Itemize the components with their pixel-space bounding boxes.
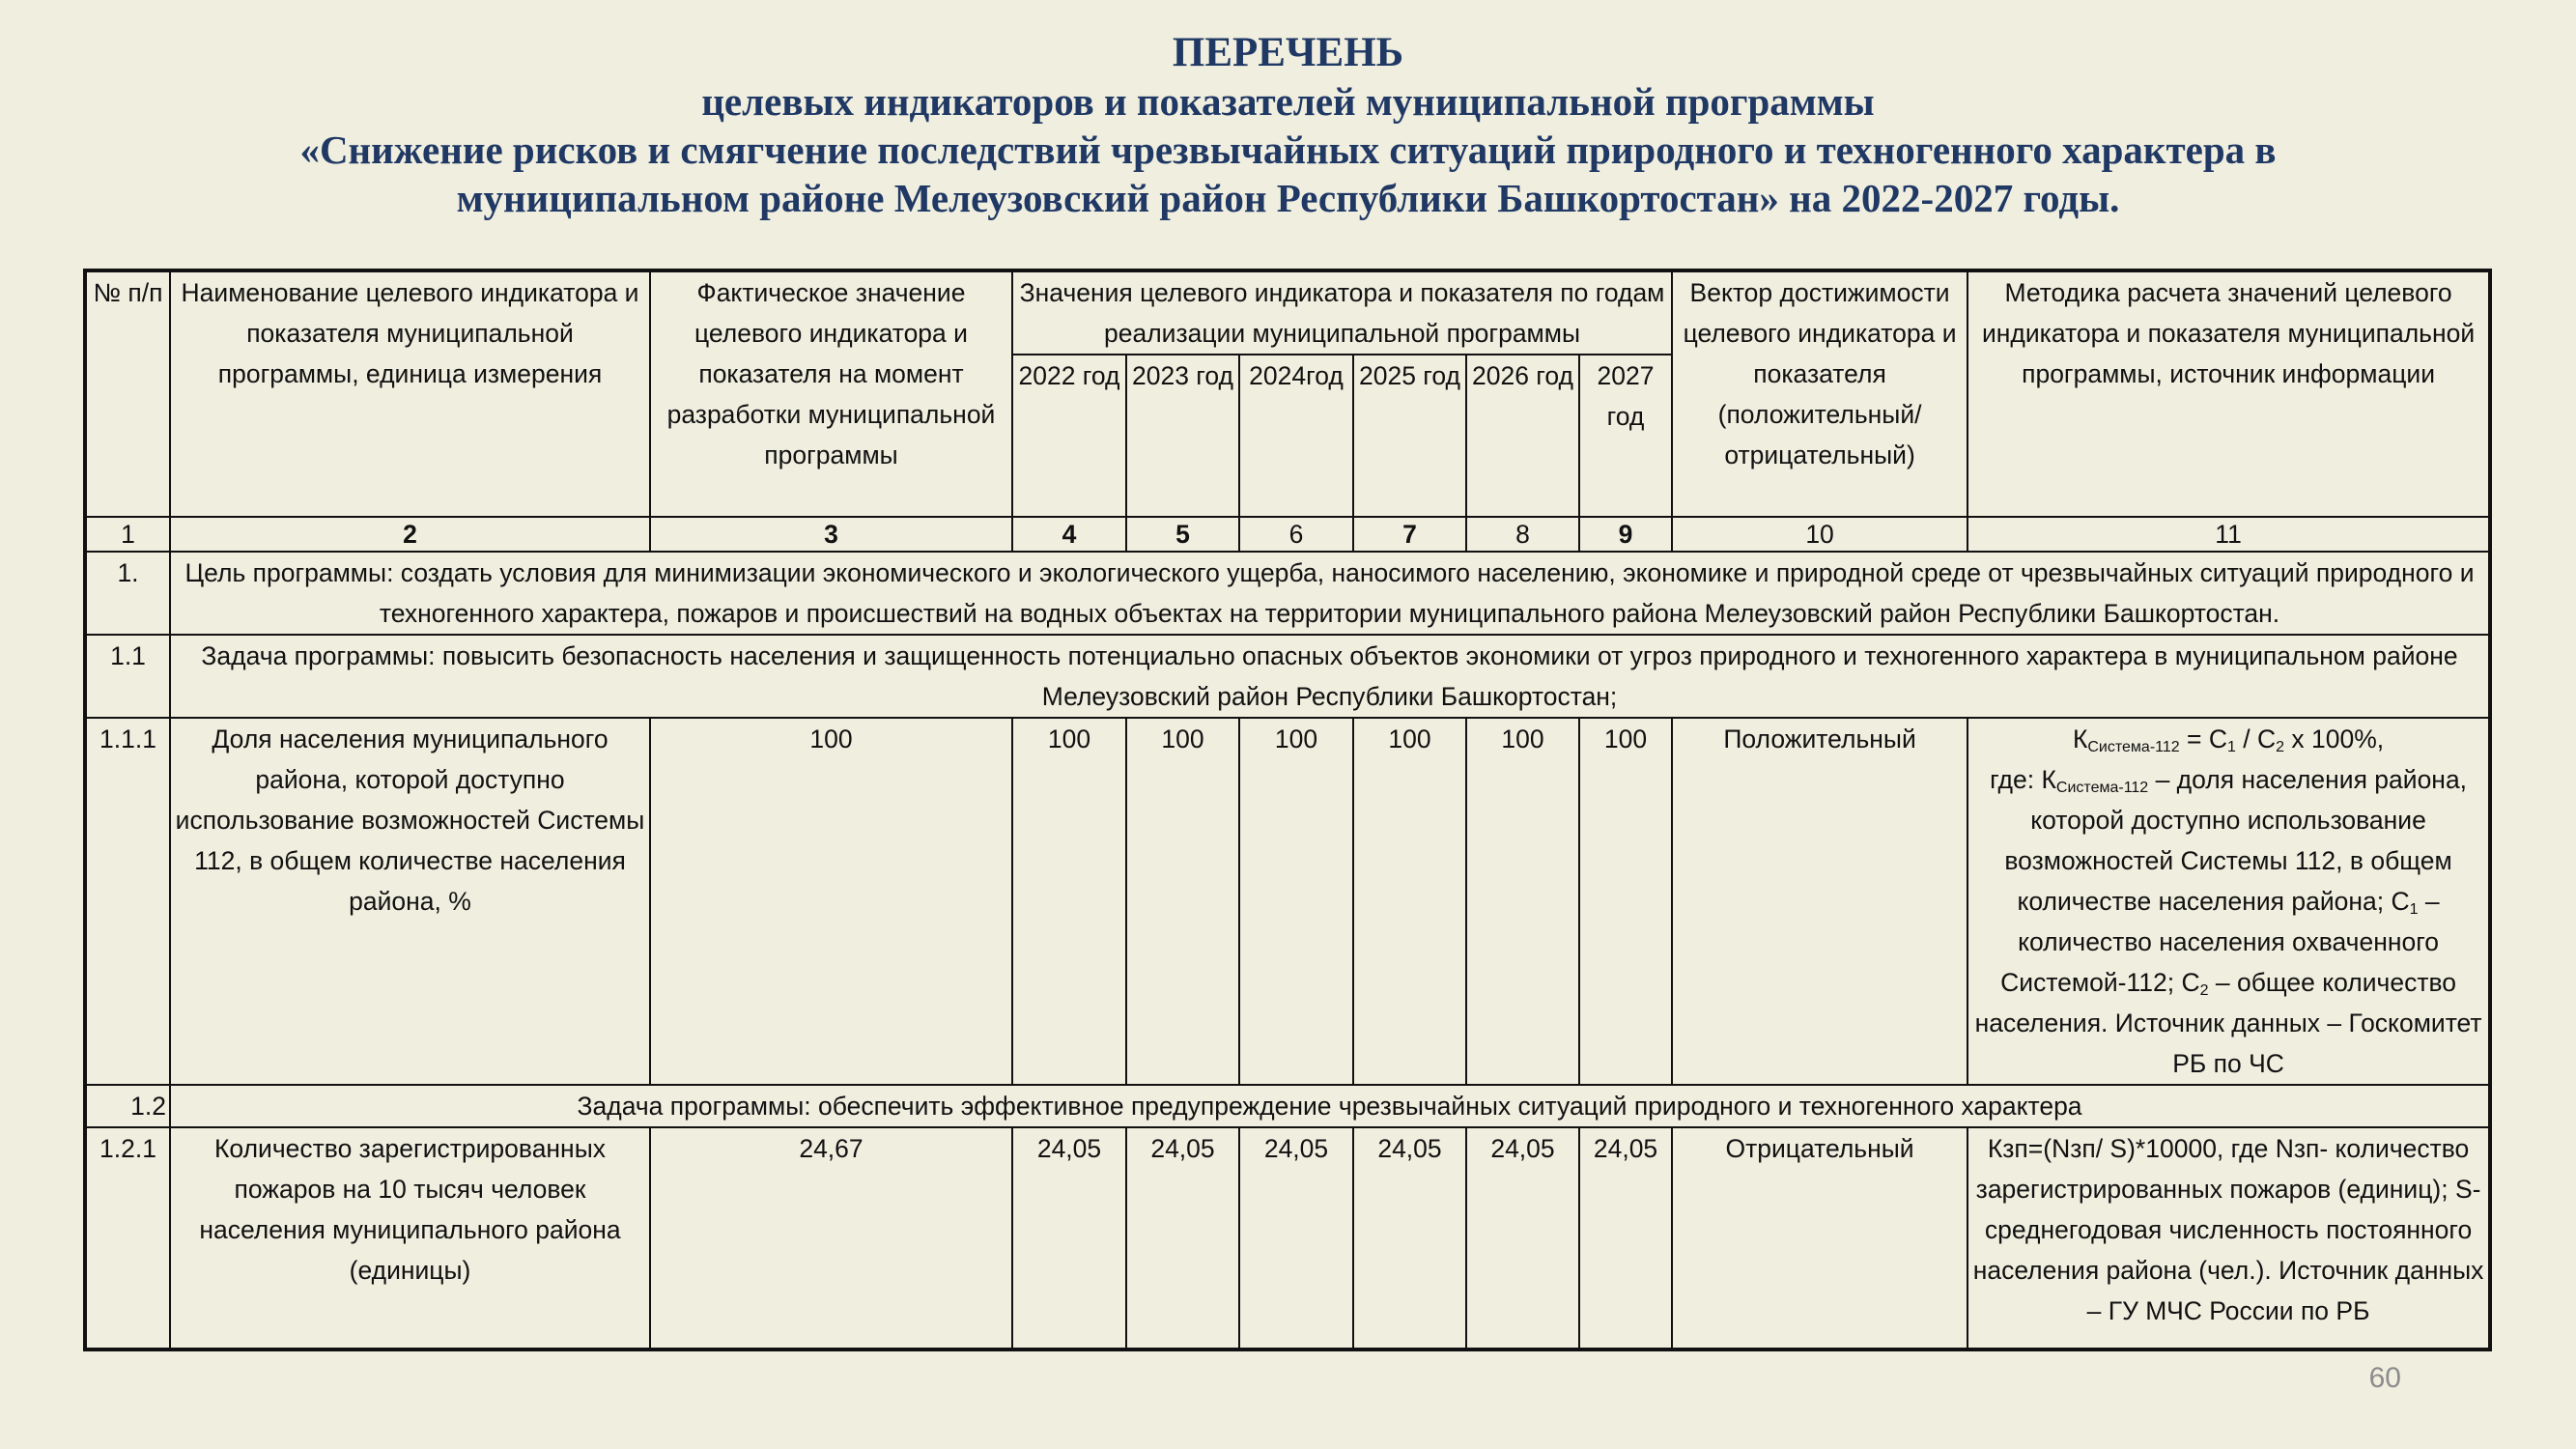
indicator-name: Доля населения муниципального района, которой доступно использование возможностей Системы 112, в общем количестве населения района, % xyxy=(170,718,650,1085)
row-num: 1.2.1 xyxy=(85,1127,170,1350)
year-value: 100 xyxy=(1126,718,1239,1085)
year-value: 24,05 xyxy=(1239,1127,1353,1350)
column-number: 2 xyxy=(170,517,650,552)
actual-value: 100 xyxy=(650,718,1012,1085)
year-value: 24,05 xyxy=(1126,1127,1239,1350)
column-number: 1 xyxy=(85,517,170,552)
column-number: 10 xyxy=(1672,517,1967,552)
goal-text: Цель программы: создать условия для минимизации экономического и экологического ущерба, наносимого населению, экономике и природной среде от чрезвычайных ситуаций природного и техногенного характера, пожаров и происшествий на водных объектах на территории муниципального района Мелеузовский район Республики Башкортостан. xyxy=(170,552,2490,635)
task-num: 1.2 xyxy=(85,1085,170,1127)
year-value: 100 xyxy=(1353,718,1466,1085)
column-number: 11 xyxy=(1967,517,2490,552)
column-number: 6 xyxy=(1239,517,1353,552)
method-text: $К_{Система-112} = С_1 / С_2$ х 100%, где: $К_{Система-112}$ – доля населения района, которой доступно использование возможностей Системы 112, в общем количестве населения района; $С_1$ – количество населения охваченного Системой-112; $С_2$ – общее количество населения. Источник данных – Госкомитет РБ по ЧС xyxy=(1967,718,2490,1085)
indicator-name: Количество зарегистрированных пожаров на 10 тысяч человек населения муниципального района (единицы) xyxy=(170,1127,650,1350)
year-value: 100 xyxy=(1239,718,1353,1085)
year-value: 24,05 xyxy=(1012,1127,1126,1350)
column-number: 5 xyxy=(1126,517,1239,552)
column-number: 9 xyxy=(1579,517,1672,552)
header-num: № п/п xyxy=(85,270,170,517)
vector-value: Отрицательный xyxy=(1672,1127,1967,1350)
year-value: 100 xyxy=(1579,718,1672,1085)
column-number: 7 xyxy=(1353,517,1466,552)
header-year: 2024год xyxy=(1239,355,1353,517)
method-text: Кзп=(Nзп/ S)*10000, где Nзп- количество зарегистрированных пожаров (единиц); S- среднегодовая численность постоянного населения района (чел.). Источник данных – ГУ МЧС России по РБ xyxy=(1967,1127,2490,1350)
actual-value: 24,67 xyxy=(650,1127,1012,1350)
header-vector: Вектор достижимости целевого индикатора и показателя (положительный/отрицательный) xyxy=(1672,270,1967,517)
row-num: 1.1.1 xyxy=(85,718,170,1085)
page-number: 60 xyxy=(2368,1362,2401,1394)
header-values-group: Значения целевого индикатора и показателя по годам реализации муниципальной программы xyxy=(1012,270,1672,355)
year-value: 100 xyxy=(1466,718,1579,1085)
year-value: 24,05 xyxy=(1353,1127,1466,1350)
column-number: 4 xyxy=(1012,517,1126,552)
header-year: 2026 год xyxy=(1466,355,1579,517)
year-value: 100 xyxy=(1012,718,1126,1085)
title-line-3: «Снижение рисков и смягчение последствий чрезвычайных ситуаций природного и техногенного характера в xyxy=(299,128,2277,172)
vector-value: Положительный xyxy=(1672,718,1967,1085)
header-year: 2022 год xyxy=(1012,355,1126,517)
header-method: Методика расчета значений целевого индикатора и показателя муниципальной программы, источник информации xyxy=(1967,270,2490,517)
indicators-table xyxy=(83,269,2492,1351)
header-actual: Фактическое значение целевого индикатора и показателя на момент разработки муниципальной программы xyxy=(650,270,1012,517)
document-title xyxy=(0,29,2576,222)
year-value: 24,05 xyxy=(1579,1127,1672,1350)
column-number: 3 xyxy=(650,517,1012,552)
header-name: Наименование целевого индикатора и показателя муниципальной программы, единица измерения xyxy=(170,270,650,517)
task-num: 1.1 xyxy=(85,635,170,718)
task-text: Задача программы: повысить безопасность населения и защищенность потенциально опасных объектов экономики от угроз природного и техногенного характера в муниципальном районе Мелеузовский район Республики Башкортостан; xyxy=(170,635,2490,718)
title-line-1: ПЕРЕЧЕНЬ xyxy=(1172,30,1404,75)
goal-num: 1. xyxy=(85,552,170,635)
task-text: Задача программы: обеспечить эффективное предупреждение чрезвычайных ситуаций природного и техногенного характера xyxy=(170,1085,2490,1127)
header-year: 2025 год xyxy=(1353,355,1466,517)
title-line-2: целевых индикаторов и показателей муниципальной программы xyxy=(701,79,1875,124)
header-year: 2023 год xyxy=(1126,355,1239,517)
header-year: 2027 год xyxy=(1579,355,1672,517)
year-value: 24,05 xyxy=(1466,1127,1579,1350)
column-number: 8 xyxy=(1466,517,1579,552)
title-line-4: муниципальном районе Мелеузовский район Республики Башкортостан» на 2022-2027 годы. xyxy=(456,176,2120,220)
